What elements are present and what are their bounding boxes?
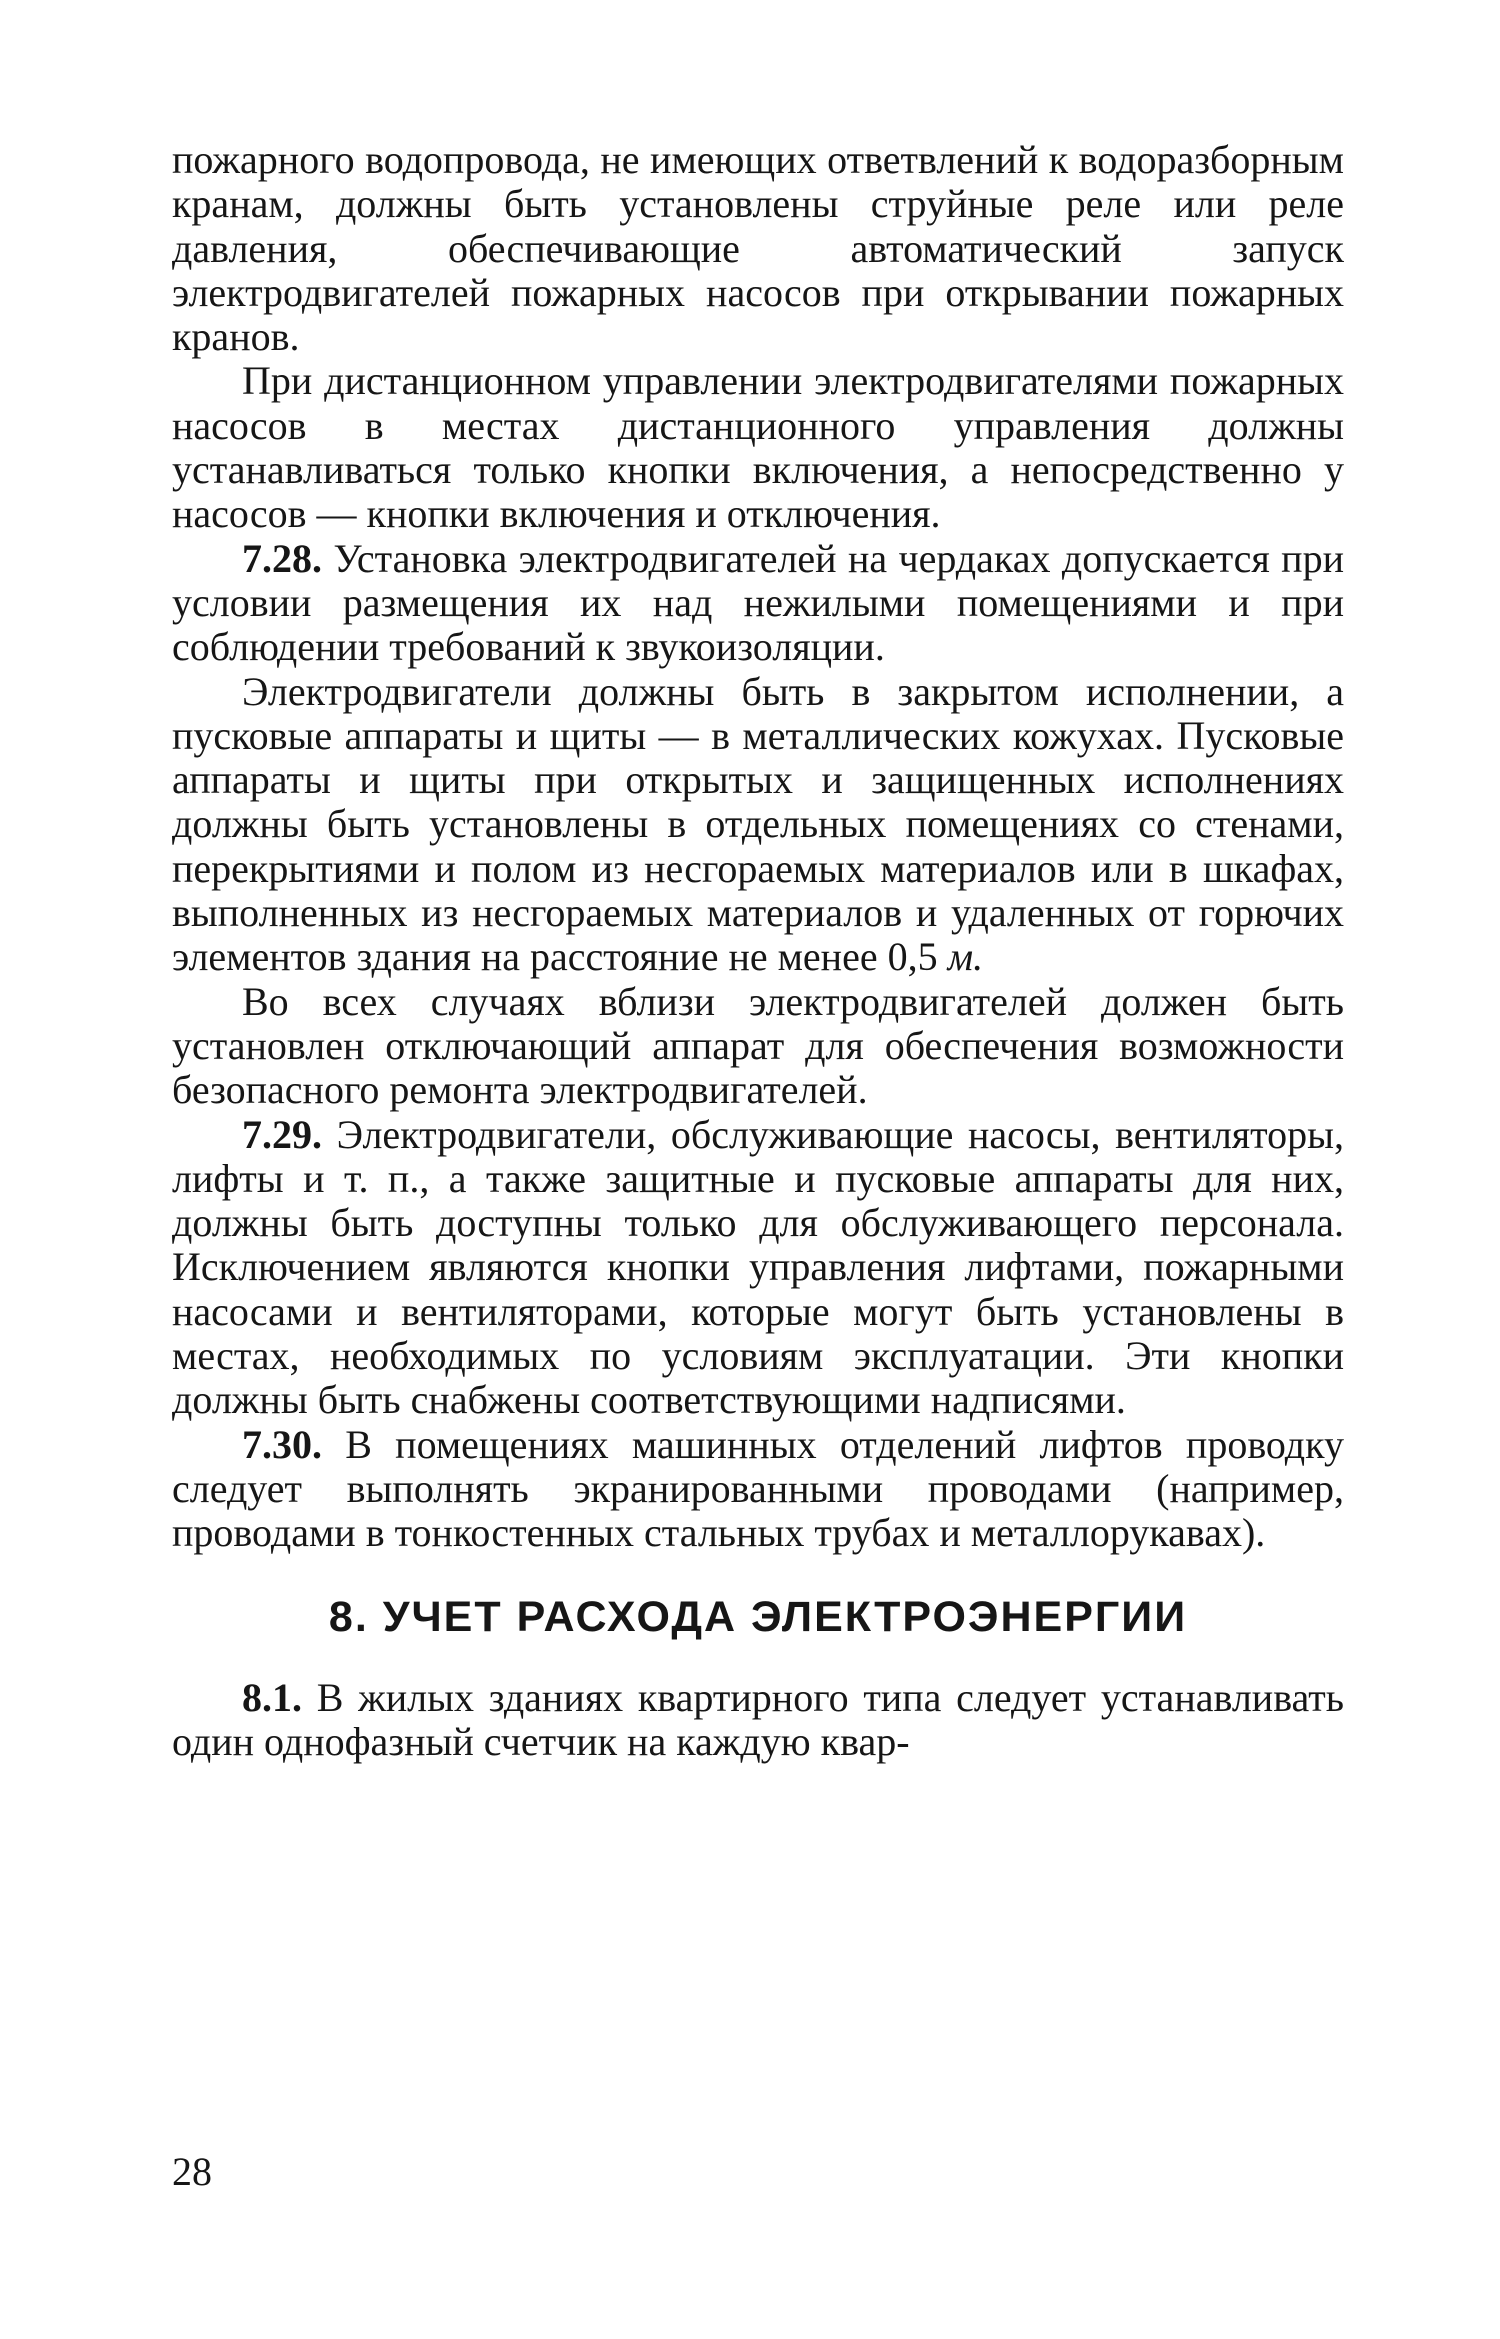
page-number: 28 bbox=[172, 2149, 212, 2194]
paragraph-text: пожарного водопровода, не имеющих ответвлений к водоразборным кранам, должны быть установлены струйные реле или реле давления, обеспечивающие автоматический запуск электродвигателей пожарных насосов при открывании пожарных кранов. bbox=[172, 137, 1344, 360]
clause-number: 7.29. bbox=[242, 1111, 322, 1157]
paragraph-enclosed-motors bbox=[172, 670, 1344, 980]
section-heading: 8. УЧЕТ РАСХОДА ЭЛЕКТРОЭНЕРГИИ bbox=[328, 1592, 1188, 1641]
clause-number: 7.28. bbox=[242, 535, 322, 581]
paragraph-text: При дистанционном управлении электродвигателями пожарных насосов в местах дистанционного управления должны устанавливаться только кнопки включения, а непосредственно у насосов — кнопки включения и отключения. bbox=[172, 358, 1344, 537]
clause-text: В помещениях машинных отделений лифтов проводку следует выполнять экранированными проводами (например, проводами в тонкостенных стальных трубах и металлорукавах). bbox=[172, 1421, 1344, 1556]
clause-8-1 bbox=[172, 1676, 1344, 1765]
clause-number: 8.1. bbox=[242, 1674, 302, 1720]
clause-text: Электродвигатели, обслуживающие насосы, вентиляторы, лифты и т. п., а также защитные и пусковые аппараты для них, должны быть доступны только для обслуживающего персонала. Исключением являются кнопки управления лифтами, пожарными насосами и вентиляторами, которые могут быть установлены в местах, необходимых по условиям эксплуатации. Эти кнопки должны быть снабжены соответствующими надписями. bbox=[172, 1111, 1345, 1423]
clause-7-30 bbox=[172, 1423, 1344, 1556]
paragraph-remote-control-buttons bbox=[172, 359, 1344, 536]
paragraph-disconnect-device bbox=[172, 980, 1344, 1113]
paragraph-fire-pipeline-relays bbox=[172, 138, 1344, 359]
paragraph-text: Во всех случаях вблизи электродвигателей должен быть установлен отключающий аппарат для обеспечения возможности безопасного ремонта электродвигателей. bbox=[172, 978, 1344, 1113]
clause-number: 7.30. bbox=[242, 1421, 322, 1467]
clause-7-28 bbox=[172, 537, 1344, 670]
document-page bbox=[172, 138, 1344, 1764]
paragraph-text: Электродвигатели должны быть в закрытом исполнении, а пусковые аппараты и щиты — в металлических кожухах. Пусковые аппараты и щиты при открытых и защищенных исполнениях должны быть установлены в отдельных помещениях со стенами, перекрытиями и полом из несгораемых материалов или в шкафах, выполненных из несгораемых материалов и удаленных от горючих элементов здания на расстояние не менее 0,5 bbox=[172, 668, 1344, 980]
distance-unit: м. bbox=[947, 934, 984, 980]
clause-text: Установка электродвигателей на чердаках допускается при условии размещения их над нежилыми помещениями и при соблюдении требований к звукоизоляции. bbox=[172, 535, 1344, 670]
clause-7-29 bbox=[172, 1113, 1344, 1423]
clause-text: В жилых зданиях квартирного типа следует устанавливать один однофазный счетчик на каждую квар- bbox=[172, 1674, 1345, 1764]
